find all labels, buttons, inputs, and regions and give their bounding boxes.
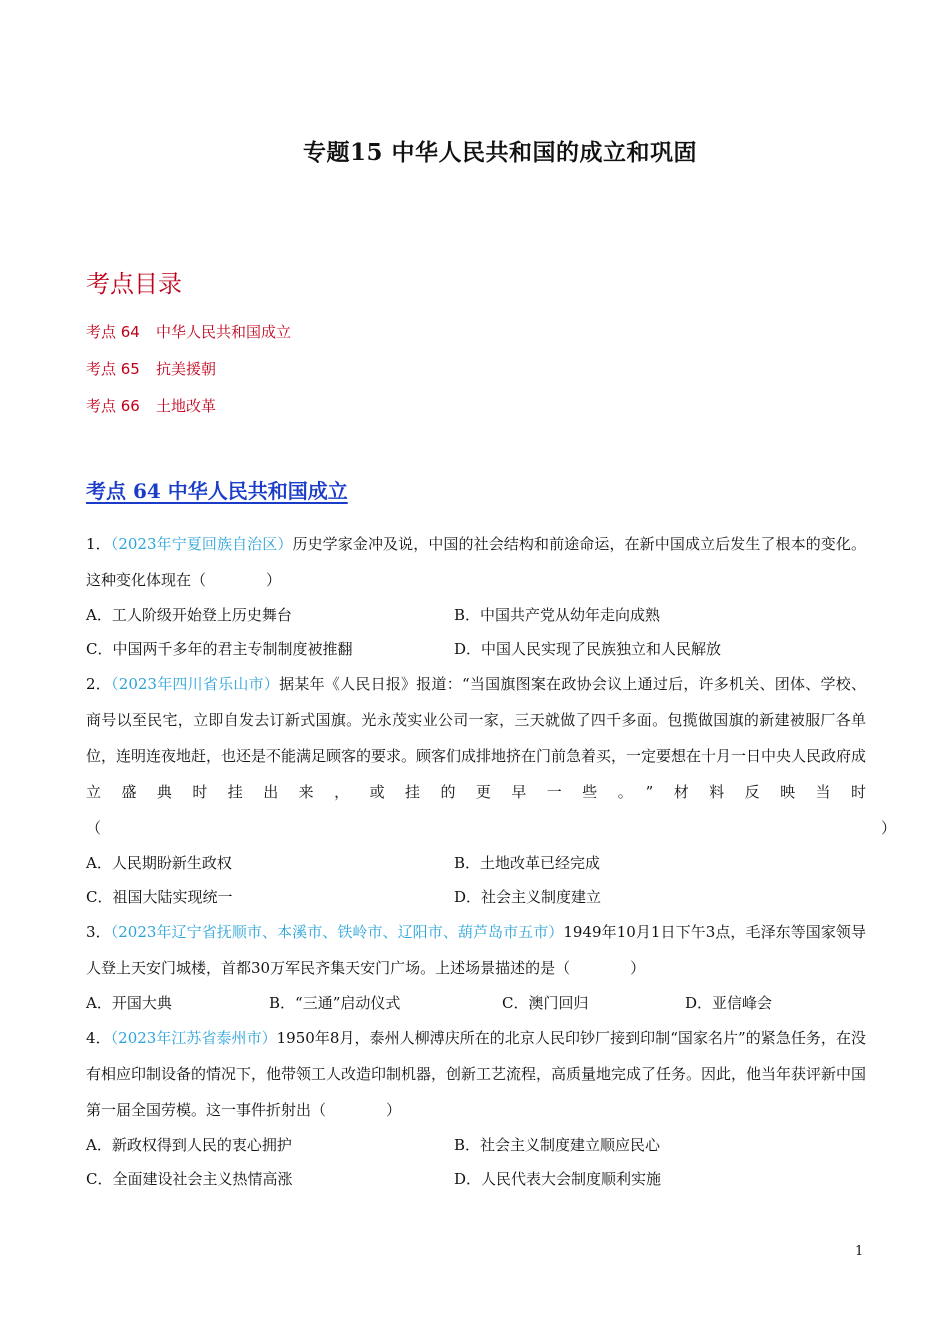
- toc-list: [86, 320, 291, 431]
- question-text: 历史学家金冲及说，中国的社会结构和前途命运，在新中国成立后发生了根本的变化。这种变化体现在（ ）: [86, 535, 866, 589]
- question-text: 1949年10月1日下午3点，毛泽东等国家领导人登上天安门城楼，首都30万军民齐集天安门广场。上述场景描述的是（ ）: [86, 923, 866, 977]
- question-list: [86, 526, 897, 1196]
- toc-item-65[interactable]: [86, 357, 291, 394]
- question-text: 1950年8月，泰州人柳溥庆所在的北京人民印钞厂接到印制“国家名片”的紧急任务，在没有相应印制设备的情况下，他带领工人改造印制机器，创新工艺流程，高质量地完成了任务。因此，他当年获评新中国第一届全国劳模。这一事件折射出（ ）: [86, 1029, 867, 1119]
- page-title: 专题15 中华人民共和国的成立和巩固: [302, 139, 697, 166]
- question-source: （2023年江苏省泰州市）: [110, 1029, 277, 1047]
- option-d: D．人民代表大会制度顺利实施: [454, 1170, 662, 1188]
- question-options: [86, 986, 866, 1020]
- toc-heading: 考点目录: [86, 270, 182, 298]
- question-2: [86, 666, 897, 914]
- option-c: C．澳门回归: [502, 994, 589, 1012]
- question-number: 4．: [86, 1029, 111, 1047]
- question-source: （2023年辽宁省抚顺市、本溪市、铁岭市、辽阳市、葫芦岛市五市）: [110, 923, 564, 941]
- question-number: 1．: [86, 535, 111, 553]
- toc-item-64[interactable]: [86, 320, 291, 357]
- question-stem: [86, 914, 866, 986]
- question-number: 3．: [86, 923, 111, 941]
- option-b: B．“三通”启动仪式: [269, 994, 401, 1012]
- option-d: D．中国人民实现了民族独立和人民解放: [454, 640, 722, 658]
- option-a: A．工人阶级开始登上历史舞台: [86, 606, 292, 624]
- question-1: [86, 526, 866, 666]
- toc-item-label: 考点 65: [86, 360, 140, 378]
- option-b: B．中国共产党从幼年走向成熟: [454, 606, 661, 624]
- toc-item-label: 考点 66: [86, 397, 140, 415]
- toc-item-text: 土地改革: [156, 397, 217, 415]
- page-number: 1: [855, 1244, 864, 1259]
- option-c: C．中国两千多年的君主专制制度被推翻: [86, 640, 353, 658]
- toc-item-text: 中华人民共和国成立: [156, 323, 292, 341]
- question-3: [86, 914, 866, 1020]
- question-source: （2023年宁夏回族自治区）: [110, 535, 293, 553]
- option-b: B．土地改革已经完成: [454, 854, 601, 872]
- toc-item-66[interactable]: [86, 394, 291, 431]
- option-a: A．开国大典: [86, 994, 172, 1012]
- option-d: D．亚信峰会: [685, 994, 773, 1012]
- option-c: C．全面建设社会主义热情高涨: [86, 1170, 293, 1188]
- question-stem: [86, 526, 866, 598]
- toc-item-label: 考点 64: [86, 323, 140, 341]
- question-options: [86, 846, 866, 914]
- question-stem: [86, 666, 897, 846]
- option-b: B．社会主义制度建立顺应民心: [454, 1136, 661, 1154]
- section-heading-link[interactable]: 考点 64 中华人民共和国成立: [86, 479, 348, 503]
- option-d: D．社会主义制度建立: [454, 888, 602, 906]
- question-source: （2023年四川省乐山市）: [111, 675, 280, 693]
- toc-item-text: 抗美援朝: [156, 360, 217, 378]
- question-options: [86, 1128, 866, 1196]
- question-text: 据某年《人民日报》报道：“当国旗图案在政协会议上通过后，许多机关、团体、学校、商号以至民宅，立即自发去订新式国旗。光永茂实业公司一家，三天就做了四千多面。包揽做国旗的新建被服厂各单位，连明连夜地赶，也还是不能满足顾客的要求。顾客们成排地挤在门前急着买，一定要想在十月一日中央人民政府成立盛典时挂出来，或挂的更早一些。”材料反映当时（ ）: [86, 675, 897, 837]
- option-c: C．祖国大陆实现统一: [86, 888, 233, 906]
- question-4: [86, 1020, 866, 1196]
- option-a: A．新政权得到人民的衷心拥护: [86, 1136, 292, 1154]
- question-stem: [86, 1020, 866, 1128]
- question-number: 2．: [86, 675, 112, 693]
- question-options: [86, 598, 866, 666]
- option-a: A．人民期盼新生政权: [86, 854, 232, 872]
